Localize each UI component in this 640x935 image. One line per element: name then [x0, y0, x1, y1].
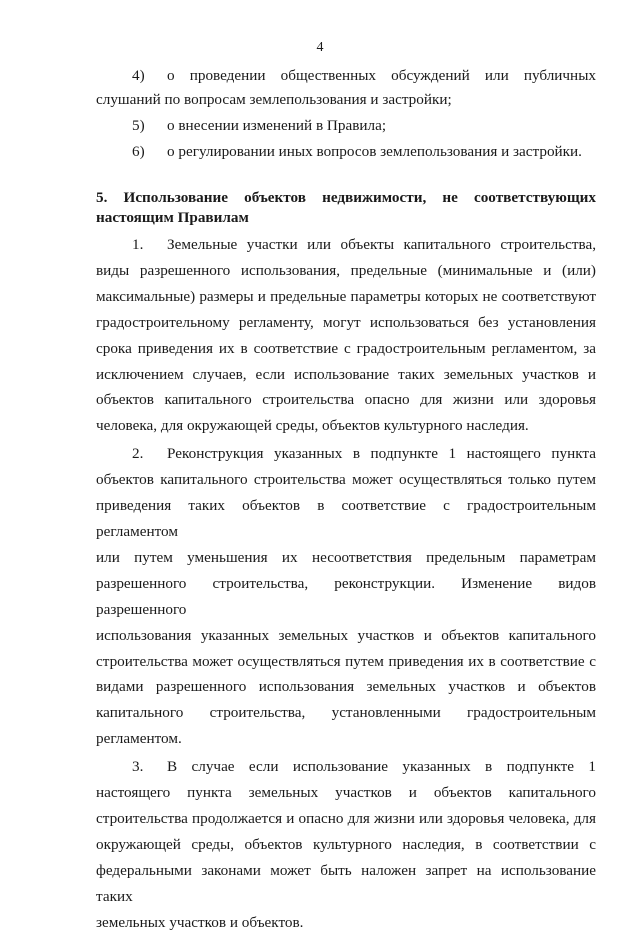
- list-item-line: [96, 64, 596, 88]
- paragraph-line: федеральными законами может быть наложен запрет на использование таких: [96, 861, 596, 905]
- list-item: [96, 140, 596, 164]
- list-item-number: 4): [132, 67, 145, 84]
- paragraph-line: настоящего пункта земельных участков и объектов капитального: [96, 784, 596, 802]
- paragraph-number: 2.: [132, 445, 144, 463]
- paragraph-line: окружающей среды, объектов культурного наследия, в соответствии с: [96, 835, 596, 853]
- list-item: [96, 114, 596, 138]
- paragraph-line: видами разрешенного использования земельных участков и объектов: [96, 678, 596, 696]
- paragraph-line: строительства продолжается и опасно для жизни или здоровья человека, для: [96, 809, 596, 827]
- paragraph-line: виды разрешенного использования, предельные (минимальные и (или): [96, 261, 596, 279]
- paragraph-2: [96, 441, 596, 752]
- paragraph-line: использования указанных земельных участков и объектов капитального: [96, 626, 596, 644]
- section-heading: [96, 188, 596, 228]
- section-title-line: настоящим Правилам: [96, 209, 249, 226]
- list-item-number: 6): [132, 143, 145, 160]
- paragraph-line: объектов капитального строительства может осуществляться только путем: [96, 471, 596, 489]
- list-item-number: 5): [132, 117, 145, 134]
- paragraph-line: 1. Земельные участки или объекты капитального строительства,: [96, 232, 596, 258]
- paragraph-line: градостроительному регламенту, могут использоваться без установления: [96, 313, 596, 331]
- paragraph-line: регламентом.: [96, 730, 182, 748]
- page-number: 4: [316, 40, 324, 55]
- paragraph-line: 2. Реконструкция указанных в подпункте 1 настоящего пункта: [96, 441, 596, 467]
- paragraph-line: земельных участков и объектов.: [96, 913, 304, 931]
- paragraph-3: [96, 754, 596, 935]
- paragraph-line: капитального строительства, установленными градостроительным: [96, 704, 596, 722]
- paragraph-1: [96, 232, 596, 439]
- paragraph-line: исключением случаев, если использование таких земельных участков и: [96, 365, 596, 383]
- paragraph-line: строительства может осуществляться путем приведения их в соответствие с: [96, 652, 596, 670]
- list-item-text: о проведении общественных обсуждений или публичных: [167, 67, 596, 84]
- paragraph-line: объектов капитального строительства опасно для жизни или здоровья: [96, 391, 596, 409]
- paragraph-line: срока приведения их в соответствие с градостроительным регламентом, за: [96, 339, 596, 357]
- paragraph-line: максимальные) размеры и предельные параметры которых не соответствуют: [96, 287, 596, 305]
- paragraph-line: 3. В случае если использование указанных в подпункте 1: [96, 754, 596, 780]
- list-item-continuation: слушаний по вопросам землепользования и застройки;: [96, 91, 452, 108]
- paragraph-number: 3.: [132, 758, 144, 776]
- paragraph-line: приведения таких объектов в соответствие с градостроительным регламентом: [96, 497, 596, 540]
- list-item-text: о внесении изменений в Правила;: [167, 117, 387, 134]
- document-body: [96, 64, 596, 935]
- paragraph-line: или путем уменьшения их несоответствия предельным параметрам: [96, 548, 596, 566]
- section-title-line: 5. Использование объектов недвижимости, не соответствующих: [96, 189, 596, 206]
- paragraph-line: разрешенного строительства, реконструкции. Изменение видов разрешенного: [96, 574, 596, 618]
- list-item: [96, 64, 596, 112]
- paragraph-number: 1.: [132, 236, 144, 253]
- list-item-text: о регулировании иных вопросов землепользования и застройки.: [167, 143, 582, 160]
- paragraph-line: человека, для окружающей среды, объектов культурного наследия.: [96, 417, 529, 435]
